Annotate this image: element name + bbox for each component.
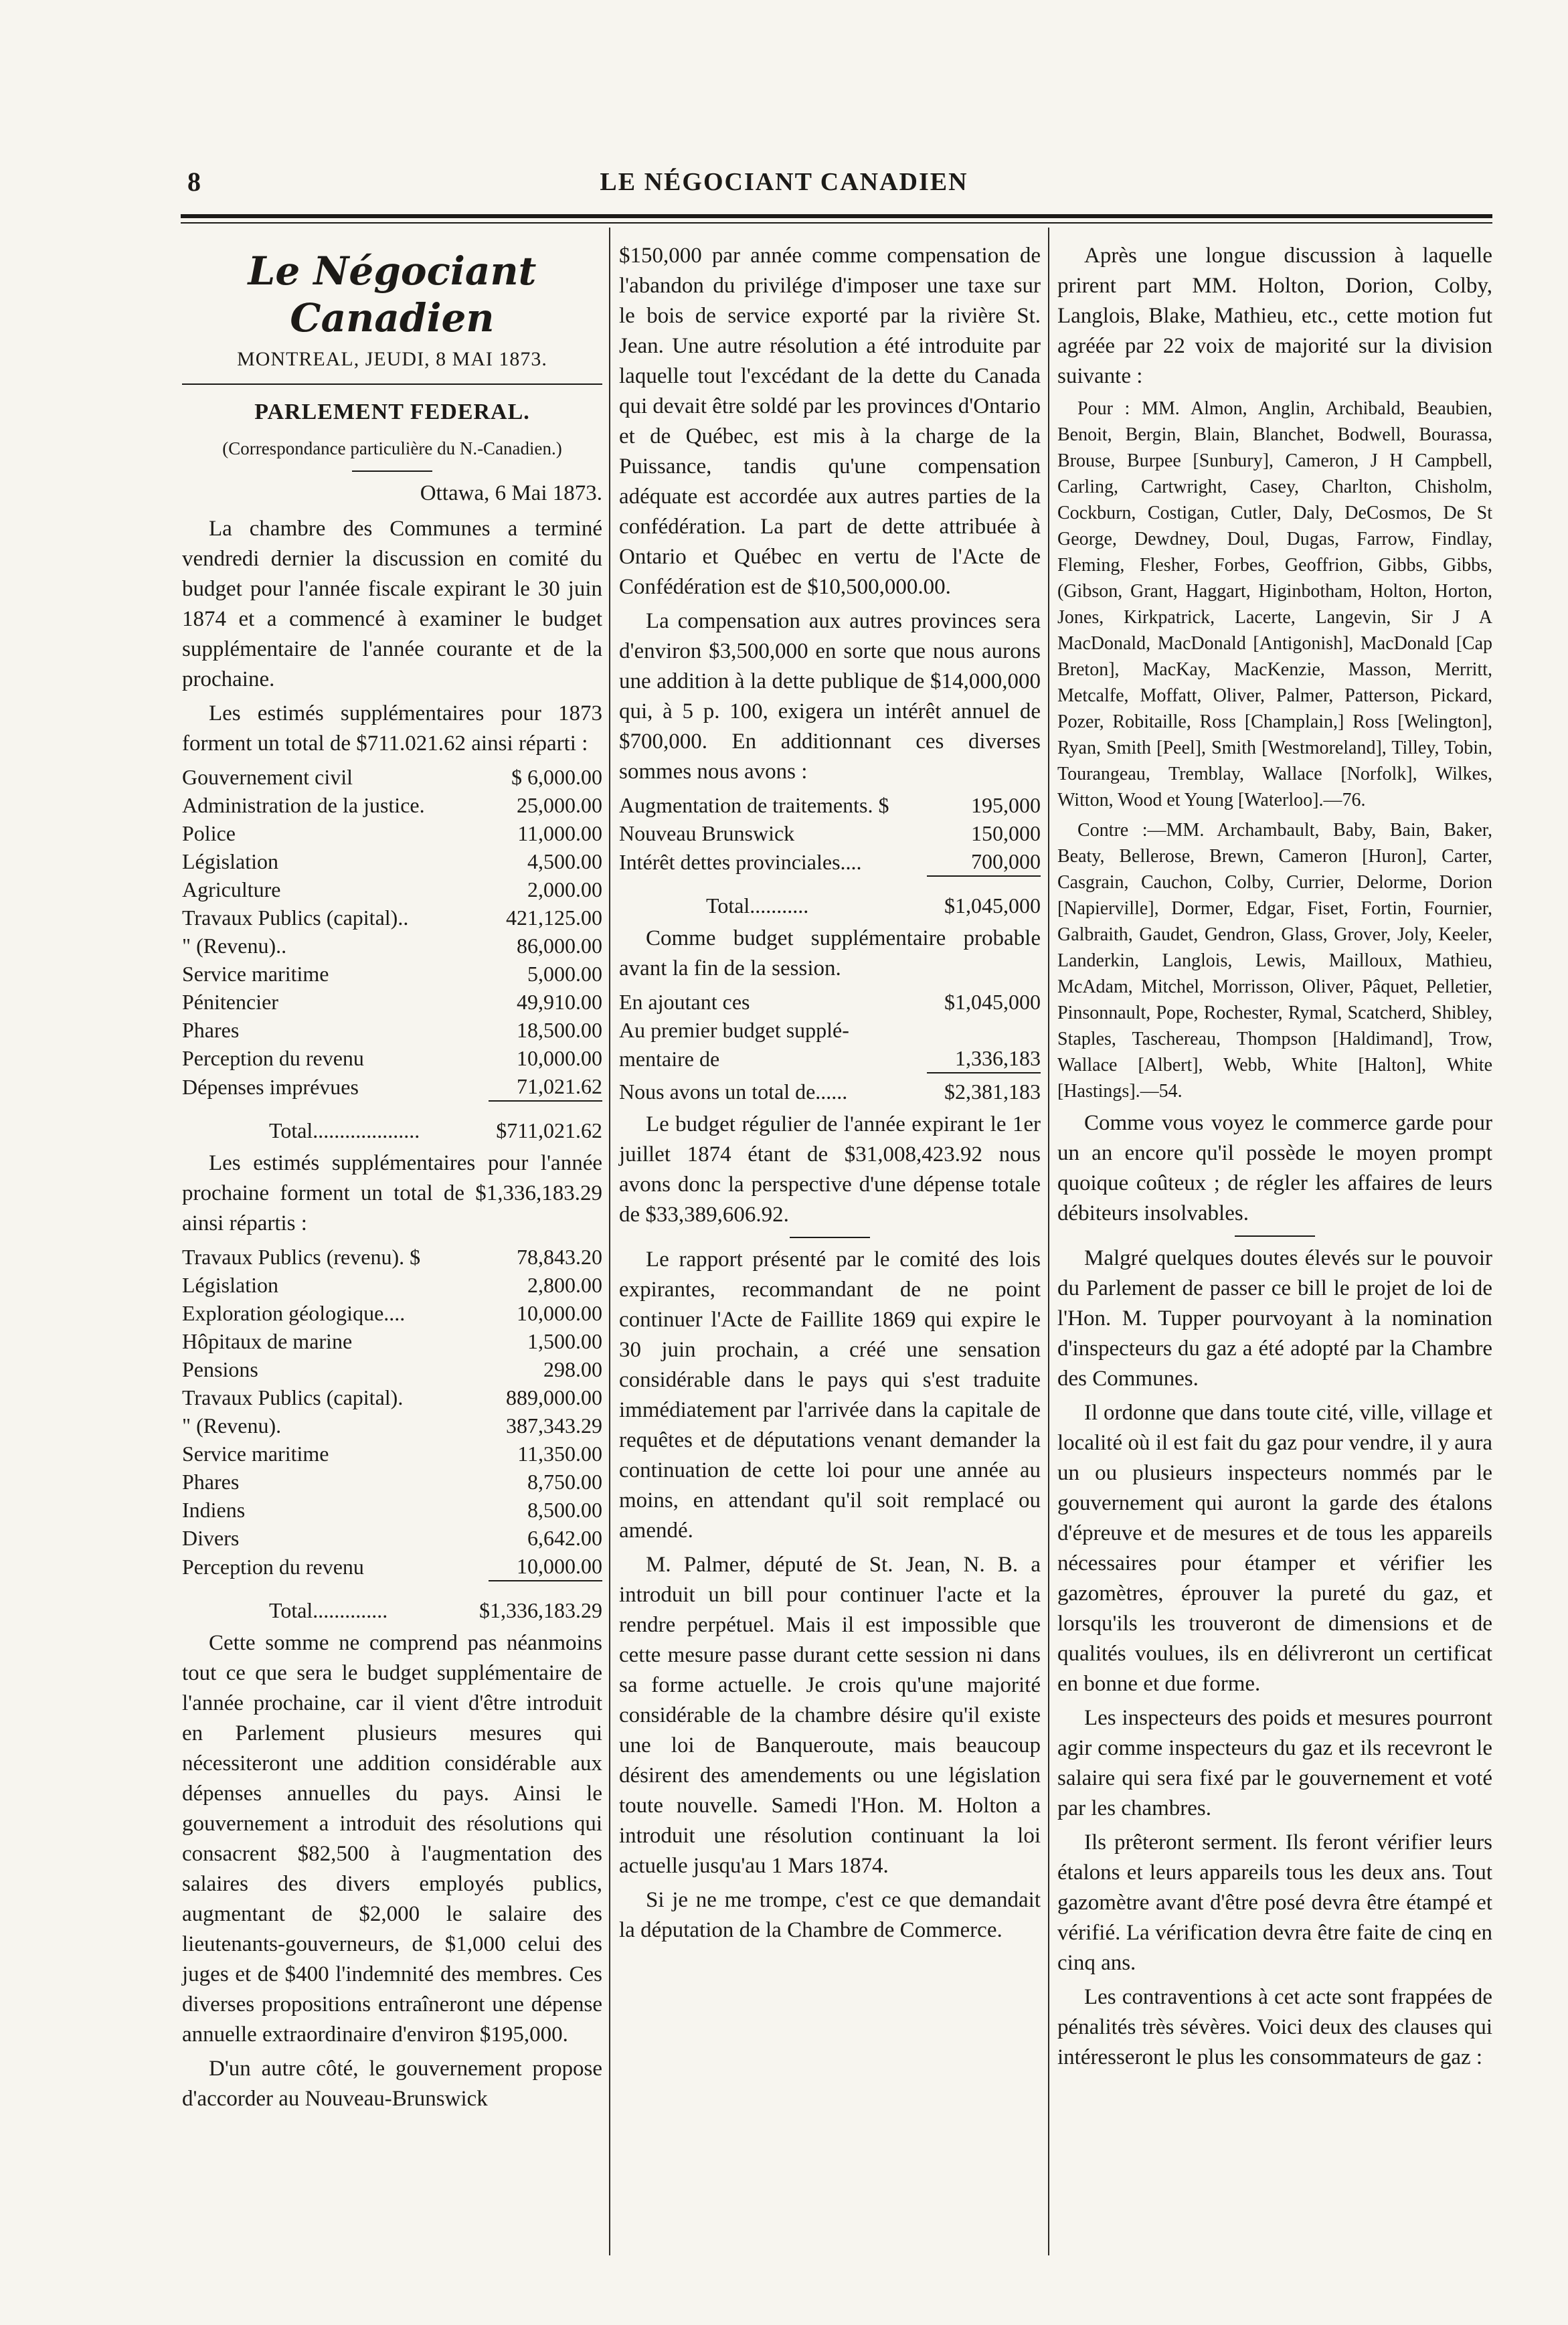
table-row bbox=[182, 1271, 602, 1299]
paragraph: Ils prêteront serment. Ils feront vérifier leurs étalons et leurs appareils tous les deux ans. Tout gazomètre avant d'être posé devra être étampé et vérifié. La vérification devra être faite de cinq en cinq ans. bbox=[1057, 1830, 1492, 1975]
row-label-text: Service maritime bbox=[182, 962, 329, 986]
row-label-text: Administration de la justice. bbox=[182, 793, 425, 817]
table-row bbox=[182, 1524, 602, 1552]
paragraph: Il ordonne que dans toute cité, ville, village et localité où il est fait du gaz pour vendre, il y aura un ou plusieurs inspecteurs nommés par le gouvernement qui auront la garde des étalons d'épreuve et de mesures et de tous les appareils nécessaires pour étamper et vérifier les gazomètres, éprouver la pureté du gaz, et lorsqu'ils les trouveront de dimensions et de qualités voulues, ils en délivreront un certificat en bonne et due forme. bbox=[1057, 1401, 1492, 1696]
table-row bbox=[182, 819, 602, 847]
table-row bbox=[182, 960, 602, 988]
vote-pour: Pour : MM. Almon, Anglin, Archibald, Beaubien, Benoit, Bergin, Blain, Blanchet, Bodwell, Bourassa, Brouse, Burpee [Sunbury], Cameron, J H Campbell, Carling, Cartwright, Casey, Charlton, Chisholm, Cockburn, Costigan, Cutler, Daly, DeCosmos, De St George, Dewdney, Doul, Dugas, Farrow, Findlay, Fleming, Flesher, Forbes, Geoffrion, Gibbs, Gibbs, (Gibson, Grant, Haggart, Higinbotham, Holton, Horton, Jones, Kirkpatrick, Lacerte, Langevin, Sir J A MacDonald, MacDonald [Antigonish], MacDonald [Cap Breton], MacKay, MacKenzie, Masson, Merritt, Metcalfe, Moffatt, Oliver, Palmer, Patterson, Pickard, Pozer, Robitaille, Ross [Champlain,] Ross [Welington], Ryan, Smith [Peel], Smith [Westmoreland], Tilley, Tobin, Tourangeau, Tremblay, Wallace [Norfolk], Wilkes, Witton, Wood et Young [Waterloo].—76. bbox=[1057, 398, 1492, 810]
row-value: 2,000.00 bbox=[527, 877, 602, 901]
row-label bbox=[182, 1468, 489, 1496]
row-label-text: " (Revenu).. bbox=[182, 934, 287, 958]
row-value: 6,642.00 bbox=[527, 1526, 602, 1550]
correspondence-note: (Correspondance particulière du N.-Canadien.) bbox=[222, 438, 562, 458]
row-label bbox=[619, 819, 927, 847]
paragraph: D'un autre côté, le gouvernement propose d'accorder au Nouveau-Brunswick bbox=[182, 2057, 602, 2111]
row-label bbox=[182, 1243, 489, 1271]
paragraph: $150,000 par année comme compensation de l'abandon du privilége d'imposer une taxe sur le bois de service exporté par la rivière St. Jean. Une autre résolution a été introduite par laquelle tout l'excédant de la dette du Canada qui devait être soldé par les provinces d'Ontario et de Québec, est mis à la charge de la Puissance, tandis qu'une compensation adéquate est accordée aux autres parties de la confédération. La part de dette attribuée à Ontario et Québec en vertu de l'Acte de Confédération est de $10,500,000.00. bbox=[619, 244, 1041, 599]
paragraph: Les estimés supplémentaires pour 1873 forment un total de $711.021.62 ainsi réparti : bbox=[182, 701, 602, 756]
table-row bbox=[182, 1299, 602, 1327]
paragraph: Cette somme ne comprend pas néanmoins tout ce que sera le budget supplémentaire de l'année prochaine, car il vient d'être introduit en Parlement plusieurs mesures qui nécessiteront une addition considérable aux dépenses annuelles du pays. Ainsi le gouvernement a introduit des résolutions qui consacrent $82,500 à l'augmentation des salaires des divers employés publics, augmentant de $2,000 le salaire des lieutenants-gouverneurs, de $1,000 celui des juges et de $400 l'indemnité des membres. Ces diverses propositions entraîneront une dépense annuelle extraordinaire d'environ $195,000. bbox=[182, 1631, 602, 2047]
top-rule bbox=[181, 214, 1492, 218]
row-label bbox=[182, 791, 489, 819]
table-row bbox=[182, 1552, 602, 1581]
additions-table bbox=[619, 791, 1041, 877]
paragraph: La chambre des Communes a terminé vendredi dernier la discussion en comité du budget pour l'année fiscale expirant le 30 juin 1874 et a commencé à examiner le budget supplémentaire de l'année courante et de la prochaine. bbox=[182, 517, 602, 691]
estimates-table-next-year bbox=[182, 1243, 602, 1581]
row-label bbox=[182, 1552, 489, 1581]
table-row bbox=[619, 819, 1041, 847]
row-label-text: Phares bbox=[182, 1470, 240, 1494]
row-label-text: " (Revenu). bbox=[182, 1413, 282, 1438]
paragraph: Comme vous voyez le commerce garde pour un an encore qu'il possède le moyen prompt quoique coûteux ; de régler les affaires de leurs débiteurs insolvables. bbox=[1057, 1111, 1492, 1225]
row-label-text: Gouvernement civil bbox=[182, 765, 353, 789]
row-value: 195,000 bbox=[971, 793, 1041, 817]
row-label bbox=[619, 988, 927, 1016]
row-value: 5,000.00 bbox=[527, 962, 602, 986]
row-label-text: Hôpitaux de marine bbox=[182, 1329, 353, 1353]
paragraph: Les estimés supplémentaires pour l'année prochaine forment un total de $1,336,183.29 ainsi répartis : bbox=[182, 1151, 602, 1235]
row-label bbox=[182, 1072, 489, 1101]
table-row bbox=[182, 763, 602, 791]
table-row bbox=[182, 1383, 602, 1411]
table-row bbox=[182, 847, 602, 875]
row-label-text: Dépenses imprévues bbox=[182, 1075, 359, 1099]
budget-sum-total: Nous avons un total de...... $2,381,183 bbox=[619, 1078, 1041, 1106]
masthead: Le Négociant Canadien bbox=[248, 248, 537, 341]
row-label bbox=[182, 847, 489, 875]
additions-total: Total........... $1,045,000 bbox=[619, 881, 1041, 920]
row-value bbox=[927, 1016, 1041, 1044]
row-value: 387,343.29 bbox=[506, 1413, 602, 1438]
table-row bbox=[619, 791, 1041, 819]
row-value: 10,000.00 bbox=[517, 1301, 602, 1325]
paragraph: Le budget régulier de l'année expirant le 1er juillet 1874 étant de $31,008,423.92 nous avons donc la perspective d'une dépense totale de $33,389,606.92. bbox=[619, 1112, 1041, 1227]
row-value: 2,800.00 bbox=[527, 1273, 602, 1297]
total-value: $2,381,183 bbox=[944, 1080, 1041, 1104]
row-label-text: Phares bbox=[182, 1018, 240, 1042]
paragraph: Les contraventions à cet acte sont frappées de pénalités très sévères. Voici deux des clauses qui intéresseront le plus les consommateurs de gaz : bbox=[1057, 1985, 1492, 2069]
dateline: MONTREAL, JEUDI, 8 MAI 1873. bbox=[237, 348, 547, 370]
row-label bbox=[182, 1355, 489, 1383]
row-value: 1,500.00 bbox=[527, 1329, 602, 1353]
row-label-text: Travaux Publics (capital).. bbox=[182, 906, 409, 930]
row-label-text: Au premier budget supplé- bbox=[619, 1018, 849, 1042]
row-label bbox=[619, 1044, 927, 1073]
row-label-text: Perception du revenu bbox=[182, 1046, 364, 1070]
row-label bbox=[182, 1327, 489, 1355]
row-label-text: Exploration géologique.... bbox=[182, 1301, 406, 1325]
row-label-text: mentaire de bbox=[619, 1047, 720, 1071]
row-label-text: Augmentation de traitements. $ bbox=[619, 793, 889, 817]
row-label-text: Nouveau Brunswick bbox=[619, 821, 795, 845]
row-label-text: Pensions bbox=[182, 1357, 258, 1381]
row-label-text: Divers bbox=[182, 1526, 240, 1550]
row-value: $1,045,000 bbox=[944, 990, 1041, 1014]
divider bbox=[182, 383, 602, 385]
table-row bbox=[182, 932, 602, 960]
table-row bbox=[182, 1243, 602, 1271]
estimates-table-1873 bbox=[182, 763, 602, 1102]
place-date: Ottawa, 6 Mai 1873. bbox=[420, 481, 602, 505]
running-title: LE NÉGOCIANT CANADIEN bbox=[600, 168, 968, 196]
table-row bbox=[182, 1044, 602, 1072]
column-3 bbox=[1057, 241, 1492, 2077]
total-label: Total bbox=[269, 1598, 313, 1622]
top-rule-thin bbox=[181, 222, 1492, 224]
row-label-text: Travaux Publics (capital). bbox=[182, 1385, 404, 1409]
table-row bbox=[619, 1016, 1041, 1044]
table-row bbox=[182, 1355, 602, 1383]
table-row bbox=[619, 847, 1041, 876]
table-row bbox=[182, 1440, 602, 1468]
row-label bbox=[182, 819, 489, 847]
row-value: 10,000.00 bbox=[517, 1046, 602, 1070]
estimates-total-1873: Total.................... $711,021.62 bbox=[182, 1106, 602, 1144]
vote-contre: Contre :—MM. Archambault, Baby, Bain, Baker, Beaty, Bellerose, Brewn, Cameron [Huron], Carter, Casgrain, Cauchon, Colby, Currier, Delorme, Dorion [Napierville], Dormer, Edgar, Fiset, Fortin, Fournier, Galbraith, Gaudet, Gendron, Glass, Grover, Joly, Keeler, Landerkin, Langlois, Lewis, Mailloux, Mathieu, McAdam, Mitchel, Morrisson, Oliver, Pâquet, Pelletier, Pinsonnault, Pope, Rochester, Rymal, Scatcherd, Shibley, Staples, Taschereau, Thompson [Haldimand], Trow, Wallace [Albert], Webb, White [Halton], White [Hastings].—54. bbox=[1057, 820, 1492, 1102]
estimates-total-next-year: Total.............. $1,336,183.29 bbox=[182, 1585, 602, 1624]
column-1 bbox=[182, 241, 602, 2118]
row-value: 11,350.00 bbox=[517, 1442, 602, 1466]
row-label bbox=[182, 903, 489, 932]
row-value: 18,500.00 bbox=[517, 1018, 602, 1042]
section-title: PARLEMENT FEDERAL. bbox=[254, 400, 530, 424]
row-label-text: Législation bbox=[182, 1273, 278, 1297]
row-label bbox=[619, 847, 927, 876]
row-label bbox=[619, 791, 927, 819]
total-label: Total bbox=[269, 1118, 313, 1142]
row-label bbox=[182, 988, 489, 1016]
table-row bbox=[182, 1016, 602, 1044]
table-row bbox=[619, 1044, 1041, 1073]
row-label bbox=[182, 1044, 489, 1072]
row-value: 86,000.00 bbox=[517, 934, 602, 958]
paragraph: Comme budget supplémentaire probable avant la fin de la session. bbox=[619, 926, 1041, 980]
row-label-text: Police bbox=[182, 821, 236, 845]
row-label bbox=[182, 1271, 489, 1299]
paragraph: M. Palmer, député de St. Jean, N. B. a introduit un bill pour continuer l'acte et la rendre perpétuel. Mais il est impossible que cette mesure passe durant cette session ni dans sa forme actuelle. Je crois qu'une majorité considérable de la chambre désire qu'il existe une loi de Banqueroute, mais beaucoup désirent des amendements ou une législation toute nouvelle. Samedi l'Hon. M. Holton a introduit une résolution continuant la loi actuelle jusqu'au 1 Mars 1874. bbox=[619, 1553, 1041, 1878]
row-label bbox=[182, 1299, 489, 1327]
paragraph: Le rapport présenté par le comité des lois expirantes, recommandant de ne point continuer l'Acte de Faillite 1869 qui expire le 30 juin prochain, a créé une sensation considérable dans le pays qui s'est traduite immédiatement par l'arrivée dans la capitale de requêtes et de députations venant demander la continuation de cette loi pour une année au moins, en attendant qu'il soit remplacé ou amendé. bbox=[619, 1247, 1041, 1543]
row-label-text: Perception du revenu bbox=[182, 1555, 364, 1579]
column-separator bbox=[609, 228, 610, 2255]
table-row bbox=[182, 1072, 602, 1101]
row-label bbox=[182, 875, 489, 903]
row-value: 889,000.00 bbox=[506, 1385, 602, 1409]
row-value: 1,336,183 bbox=[927, 1044, 1041, 1073]
table-row bbox=[182, 791, 602, 819]
paragraph: La compensation aux autres provinces sera d'environ $3,500,000 en sorte que nous aurons une addition à la dette publique de $14,000,000 qui, à 5 p. 100, exigera un intérêt annuel de $700,000. En additionnant ces diverses sommes nous avons : bbox=[619, 609, 1041, 784]
row-label-text: En ajoutant ces bbox=[619, 990, 750, 1014]
total-value: $1,336,183.29 bbox=[479, 1598, 602, 1622]
row-label-text: Agriculture bbox=[182, 877, 281, 901]
paragraph: Malgré quelques doutes élevés sur le pouvoir du Parlement de passer ce bill le projet de loi de l'Hon. M. Tupper pourvoyant à la nomination d'inspecteurs du gaz a été adopté par la Chambre des Communes. bbox=[1057, 1246, 1492, 1391]
row-label bbox=[182, 1383, 489, 1411]
row-value: 11,000.00 bbox=[517, 821, 602, 845]
row-label bbox=[182, 1411, 489, 1440]
row-label bbox=[182, 1440, 489, 1468]
row-label-text: Intérêt dettes provinciales.... bbox=[619, 850, 862, 874]
row-value: 421,125.00 bbox=[506, 906, 602, 930]
row-value: 150,000 bbox=[971, 821, 1041, 845]
table-row bbox=[182, 1411, 602, 1440]
row-label bbox=[182, 932, 489, 960]
divider bbox=[1235, 1235, 1315, 1237]
row-label-text: Indiens bbox=[182, 1498, 246, 1522]
table-row bbox=[182, 988, 602, 1016]
row-value: 298.00 bbox=[543, 1357, 602, 1381]
row-value: 8,500.00 bbox=[527, 1498, 602, 1522]
row-value: 8,750.00 bbox=[527, 1470, 602, 1494]
row-label-text: Législation bbox=[182, 849, 278, 873]
row-label bbox=[182, 1524, 489, 1552]
table-row bbox=[182, 1468, 602, 1496]
column-separator bbox=[1048, 228, 1049, 2255]
paragraph: Les inspecteurs des poids et mesures pourront agir comme inspecteurs du gaz et ils recevront le salaire qui sera fixé par le gouvernement et voté par les chambres. bbox=[1057, 1706, 1492, 1820]
row-value: 10,000.00 bbox=[489, 1552, 602, 1581]
row-value: $ 6,000.00 bbox=[511, 765, 602, 789]
row-label bbox=[182, 1496, 489, 1524]
paragraph: Si je ne me trompe, c'est ce que demandait la députation de la Chambre de Commerce. bbox=[619, 1888, 1041, 1942]
total-value: $711,021.62 bbox=[496, 1118, 602, 1142]
total-value: $1,045,000 bbox=[944, 893, 1041, 918]
total-label: Nous avons un total de bbox=[619, 1080, 816, 1104]
row-value: 78,843.20 bbox=[517, 1245, 602, 1269]
paragraph: Après une longue discussion à laquelle prirent part MM. Holton, Dorion, Colby, Langlois, Blake, Mathieu, etc., cette motion fut agréée par 22 voix de majorité sur la division suivante : bbox=[1057, 244, 1492, 388]
row-label bbox=[182, 763, 489, 791]
divider bbox=[790, 1237, 870, 1238]
row-label bbox=[619, 1016, 927, 1044]
column-2 bbox=[619, 241, 1041, 1950]
row-value: 4,500.00 bbox=[527, 849, 602, 873]
row-value: 25,000.00 bbox=[517, 793, 602, 817]
row-value: 49,910.00 bbox=[517, 990, 602, 1014]
row-label-text: Service maritime bbox=[182, 1442, 329, 1466]
row-label bbox=[182, 1016, 489, 1044]
budget-sum-table bbox=[619, 988, 1041, 1073]
row-label-text: Pénitencier bbox=[182, 990, 278, 1014]
row-value: 700,000 bbox=[927, 847, 1041, 876]
row-value: 71,021.62 bbox=[489, 1072, 602, 1101]
row-label bbox=[182, 960, 489, 988]
table-row bbox=[182, 1327, 602, 1355]
page-number: 8 bbox=[187, 167, 201, 197]
divider bbox=[352, 470, 432, 472]
table-row bbox=[182, 1496, 602, 1524]
table-row bbox=[182, 875, 602, 903]
table-row bbox=[182, 903, 602, 932]
total-label: Total bbox=[706, 893, 750, 918]
row-label-text: Travaux Publics (revenu). $ bbox=[182, 1245, 421, 1269]
table-row bbox=[619, 988, 1041, 1016]
